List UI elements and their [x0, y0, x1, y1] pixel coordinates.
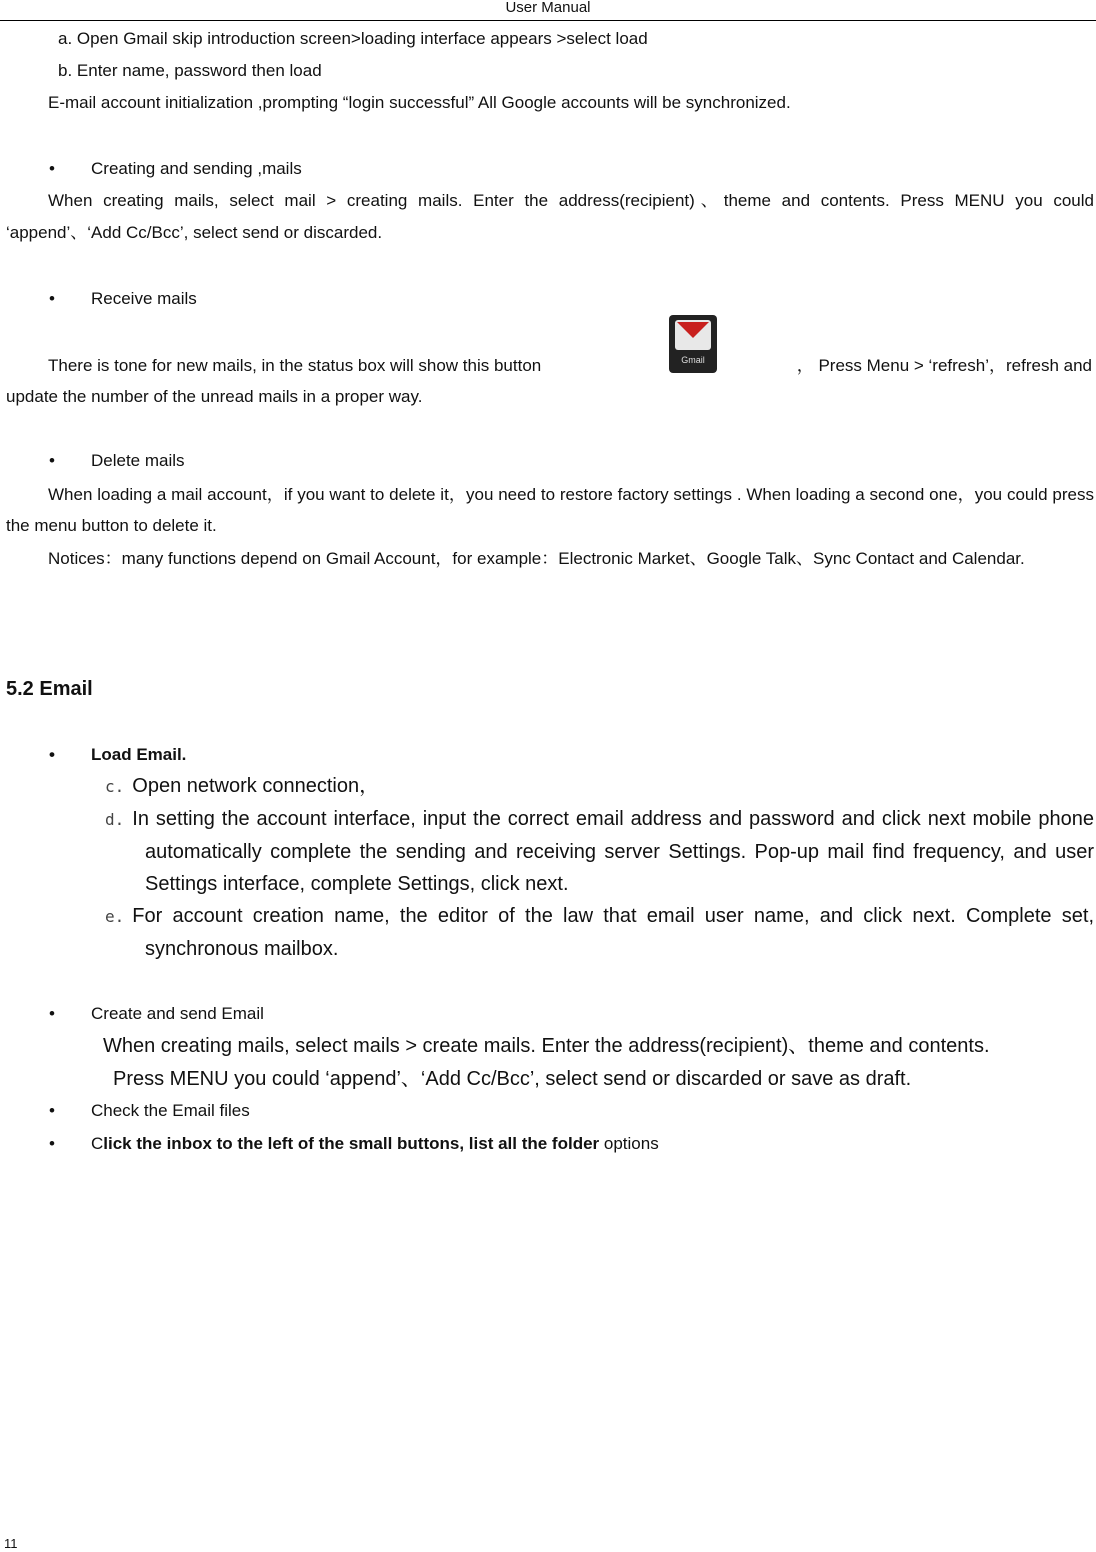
- bullet-create-send-title: • Create and send Email: [91, 1003, 264, 1025]
- bullet-creating-title: • Creating and sending ,mails: [91, 158, 302, 180]
- inbox-first-letter: C: [91, 1134, 104, 1153]
- load-email-item-c: [105, 770, 1094, 803]
- list-marker: e.: [105, 907, 125, 926]
- bullet-delete-title: • Delete mails: [91, 450, 185, 472]
- inbox-bold-text: lick the inbox to the left of the small buttons, list all the folder: [103, 1134, 600, 1153]
- header-rule: [0, 20, 1096, 21]
- bullet-receive-title: • Receive mails: [91, 288, 197, 310]
- bullet-load-email-title: • Load Email.: [91, 744, 186, 766]
- gmail-init-text: E-mail account initialization ,prompting “login successful” All Google accounts will be synchronized.: [48, 93, 791, 112]
- create-send-line1: When creating mails, select mails > create mails. Enter the address(recipient)、theme and contents.: [103, 1035, 990, 1057]
- delete-text: When loading a mail account，if you want to delete it，you need to restore factory settings . When loading a second one，you could press the menu button to delete it.: [6, 485, 1094, 535]
- list-item-text: For account creation name, the editor of the law that email user name, and click next. Complete set, synchronous mailbox.: [132, 905, 1094, 960]
- gmail-step-a: a. Open Gmail skip introduction screen>loading interface appears >select load: [58, 29, 648, 48]
- list-item-text: In setting the account interface, input the correct email address and password and click next mobile phone automatically complete the sending and receiving server Settings. Pop-up mail find frequency, and user Settings interface, complete Settings, click next.: [132, 808, 1094, 895]
- delete-notice: Notices：many functions depend on Gmail Account，for example：Electronic Market、Google Talk、Sync Contact and Calendar.: [48, 549, 1025, 568]
- gmail-step-b: b. Enter name, password then load: [58, 61, 322, 80]
- envelope-icon: [675, 320, 711, 350]
- list-item-text: Open network connection，: [132, 775, 380, 797]
- section-title: 5.2 Email: [6, 678, 93, 700]
- page-number: 11: [4, 1536, 18, 1551]
- gmail-icon: [669, 315, 717, 373]
- list-marker: d.: [105, 810, 125, 829]
- list-marker: c.: [105, 777, 125, 796]
- bullet-check-files: • Check the Email files: [91, 1100, 250, 1122]
- bullet-inbox: [91, 1133, 659, 1155]
- load-email-item-d: [105, 803, 1094, 900]
- gmail-icon-label: Gmail: [681, 355, 705, 365]
- load-email-item-e: [105, 900, 1094, 965]
- creating-text: When creating mails, select mail > creating mails. Enter the address(recipient)、theme and contents. Press MENU you could ‘append’、‘Add Cc/Bcc’, select send or discarded.: [6, 191, 1094, 242]
- receive-text-after-icon: ， Press Menu > ‘refresh’，refresh and: [796, 356, 1092, 375]
- page-header: User Manual: [505, 0, 591, 16]
- create-send-line2: Press MENU you could ‘append’、‘Add Cc/Bcc’, select send or discarded or save as draft.: [113, 1068, 912, 1090]
- receive-text-before-icon: There is tone for new mails, in the status box will show this button: [48, 356, 542, 375]
- receive-text-line2: update the number of the unread mails in a proper way.: [6, 387, 423, 406]
- inbox-rest: options: [599, 1134, 659, 1153]
